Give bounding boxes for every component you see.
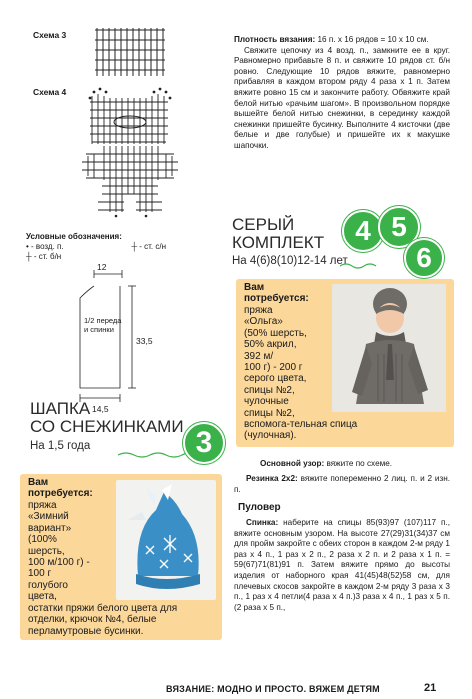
grey-req-line: «Ольга» [244,316,283,328]
page-number: 21 [424,682,437,694]
hat-req-line: 100 г [28,568,52,580]
rib-bold: Резинка 2х2: [246,474,298,483]
grey-badge-6: 6 [404,238,444,278]
main-pattern-line [260,459,460,470]
legend-title: Условные обозначения: [26,232,122,241]
grey-req-heading [244,282,309,304]
rib-paragraph [234,474,450,495]
grey-req-line: вспомога-тельная спица [244,419,358,431]
hat-req-tail: остатки пряжи белого цвета для отделки, крючок №4, белые перламутровые бусинки. [28,603,178,637]
pattern-height: 33,5 [136,336,153,346]
hat-req-line: 100 м/100 г) - [28,557,90,569]
main-pattern-bold: Основной узор: [260,459,325,468]
hat-req-list [28,500,128,603]
hat-req-line: голубого [28,579,68,591]
hat-req-heading [28,477,93,499]
legend [26,232,166,262]
grey-title-underline [340,262,380,270]
hat-title-line1: ШАПКА [30,399,91,418]
grey-req-line: спицы №2, [244,407,295,419]
density-body: Свяжите цепочку из 4 возд. п., замкните ее в круг. Равномерно прибавьте 8 п. и свяжите 10 рядов ст. б/н ровно. Следующие 10 рядов вяжите, равномерно прибавляя в каждом втором ряду 4 раза х 1 п. Затем вяжите ровно 15 см и закончите работу. Обвяжите край белой нитью «рачьим шагом». В произвольном порядке вышейте белой нитью снежинки, в серединку каждой снежинки пришейте бусинку. Выполните 4 кисточки (две белые и две голубые) и пришейте их к макушке шапочки. [234,45,450,150]
scheme3-diagram [95,24,170,80]
grey-req-line: спицы №2, [244,384,295,396]
hat-photo [116,480,216,600]
density-bold: Плотность вязания: [234,35,316,44]
density-paragraph [234,35,450,152]
legend-sc: ┼ - ст. б/н [26,252,62,261]
grey-badge-5: 5 [378,206,420,248]
main-pattern-rest: вяжите по схеме. [324,459,393,468]
grey-req-heading-1: Вам [244,282,265,293]
back-paragraph [234,518,450,613]
back-rest: наберите на спицы 85(93)97 (107)117 п., вяжите основным узором. На высоте 27(29)31(34)37 см для пройм закройте с обеих сторон в каждом 2-м ряду 1 раз х 4 п., 1 раз х 2 п., 2 раза х 2 п. и 2 раза х 1 п. = 59(67)71(81)91 п. Затем вяжите прямо до высоты изделия от наборного края 41(45)48(52)58 см, для плечевых скосов закройте в каждом 2-м ряду 3 раза х 3 п., 1 раз х 4 петли(4 раза х 4 п.)3 раза х 4 п., 1 раз х 5 п.(2 раза х 5 п., [234,518,450,612]
hat-req-line: (100% [28,534,57,546]
rib-rest: вяжите попеременно 2 лиц. п. и 2 изн. п. [234,474,451,494]
hat-badge: 3 [183,422,225,464]
page-footer [0,682,472,699]
hat-title-line2: СО СНЕЖИНКАМИ [30,417,184,436]
pattern-diagram [72,264,172,412]
pattern-inner-label: 1/2 переда и спинки [84,316,122,334]
grey-req-line: пряжа [244,305,273,316]
grey-req-line: (чулочная). [244,430,297,442]
pattern-top-width: 12 [97,262,107,272]
hat-req-line: шерсть, [28,545,65,557]
hat-req-line: вариант» [28,522,72,534]
hat-req-line: пряжа [28,500,57,511]
back-bold: Спинка: [246,518,279,527]
scheme4-label: Схема 4 [33,87,67,97]
scheme4-diagram [80,84,180,226]
footer-title: ВЯЗАНИЕ: МОДНО И ПРОСТО. ВЯЖЕМ ДЕТЯМ [166,684,380,694]
grey-set-photo [332,284,446,412]
grey-req-line: (50% шерсть, [244,327,307,339]
legend-dc: ┼ - ст. с/н [131,242,166,251]
hat-req-heading-2: потребуется: [28,488,93,499]
grey-subtitle: На 4(6)8(10)12-14 лет [232,255,348,267]
hat-req-line: «Зимний [28,511,69,523]
grey-req-heading-2: потребуется: [244,293,309,304]
density-rest: 16 п. х 16 рядов = 10 х 10 см. [315,35,429,44]
hat-subtitle: На 1,5 года [30,440,91,452]
grey-req-line: 392 м/ [244,350,274,362]
grey-title-line1: СЕРЫЙ [232,215,295,234]
legend-chain: • - возд. п. [26,242,64,251]
grey-req-line: чулочные [244,396,289,408]
grey-badge-4: 4 [342,210,384,252]
scheme3-label: Схема 3 [33,30,67,40]
hat-req-line: цвета, [28,591,57,603]
grey-title-line2: КОМПЛЕКТ [232,233,325,252]
hat-req-heading-1: Вам [28,477,49,488]
grey-req-line: серого цвета, [244,373,307,385]
grey-req-line: 50% акрил, [244,339,297,351]
pullover-heading: Пуловер [238,502,281,513]
pattern-bottom-width: 14,5 [92,404,109,414]
grey-req-line: 100 г) - 200 г [244,362,303,374]
